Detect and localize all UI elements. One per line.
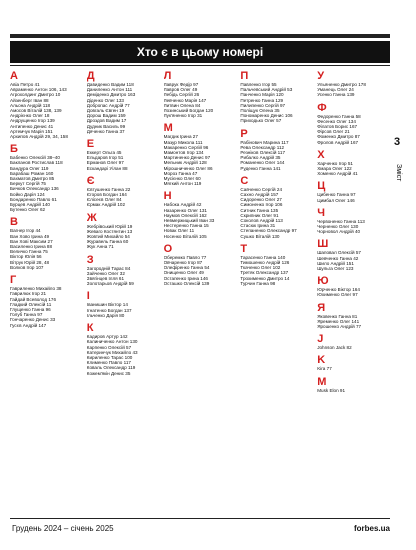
index-entry: Фірсов Олег 21: [317, 129, 350, 135]
letter-section: [317, 70, 390, 98]
index-entry: Савченко Сергій 24: [240, 186, 283, 192]
section-letter: Є: [86, 174, 95, 187]
index-entry: Набока Андрій 42: [163, 202, 202, 208]
index-entry: Пальчевський Андрій 53: [240, 87, 293, 93]
index-entry: Ткаченко Олег 102: [240, 265, 281, 271]
letter-section: [240, 128, 313, 171]
index-entry: Гаврилюк Ігор 21: [10, 291, 47, 297]
index-entry: Авраменко Антон 106, 143: [10, 87, 67, 93]
index-entry: Амосов Віталій 138, 139: [10, 108, 62, 114]
index-entry: Євтушенко Ганна 22: [86, 186, 131, 192]
index-entry: Дудник Василь 99: [86, 123, 126, 129]
index-entry: Харченко Ігор 51: [317, 160, 353, 166]
index-entry: Довгаль Євген 19: [86, 108, 125, 114]
index-entry: Жук Анна 71: [86, 244, 114, 250]
index-entry: Шульга Олег 123: [317, 266, 354, 272]
index-entry: Носенко Віталій 105: [163, 233, 207, 239]
index-entry: Ерманов Олег 97: [86, 160, 124, 166]
letter-section: [87, 290, 160, 318]
index-entry: Карпенко Олексій 57: [86, 344, 132, 350]
index-entry: Загородній Тарас 84: [86, 265, 131, 271]
index-entry: Черненко Олег 130: [317, 224, 359, 230]
section-letter: Н: [163, 190, 172, 203]
page-title: Хто є в цьому номері: [10, 41, 390, 63]
index-entry: Ситник Ганна 135: [240, 207, 279, 213]
index-entry: Шаповал Олексій 57: [317, 250, 361, 256]
index-entry: Катеринчук Михайло 43: [86, 349, 138, 355]
index-entry: Приходько Олег 57: [240, 118, 282, 124]
letter-section: [240, 243, 313, 286]
index-entry: Сушко Віталій 130: [240, 233, 280, 239]
index-entry: Шило Андрій 151: [317, 260, 354, 266]
section-letter: Ф: [317, 101, 327, 114]
index-entry: Вагнер Ігор 44: [10, 228, 41, 234]
index-entry: Пилипенко Сергій 97: [240, 102, 286, 108]
index-entry: Дяченко Ганна 37: [86, 128, 125, 134]
index-entry: Калиниченко Антон 130: [86, 339, 138, 345]
letter-section: [240, 175, 313, 239]
index-entry: Бондаренко Павло 61: [10, 196, 57, 202]
section-letter: Г: [10, 274, 17, 287]
index-entry: Осташко Олексій 139: [163, 280, 210, 286]
section-letter: Ю: [317, 275, 329, 288]
index-entry: Діденко Олег 133: [86, 97, 124, 103]
index-entry: Тимошенко Андрій 126: [240, 260, 290, 266]
index-entry: Лозинський Богдан 120: [163, 108, 214, 114]
index-entry: Дорош Вадим 159: [86, 113, 126, 119]
index-entry: Кожем'якін Денис 35: [86, 370, 131, 376]
index-entry: Мірошниченко Олег 86: [163, 165, 213, 171]
index-entry: Турчин Ганна 98: [240, 280, 276, 286]
index-entry: Зайченко Олег 32: [86, 270, 125, 276]
index-entry: Мартиненко Денис 97: [163, 155, 211, 161]
section-letter: П: [240, 70, 249, 82]
index-entry: Мусієнко Олег 60: [163, 176, 201, 182]
index-entry: Віктор Юлія 56: [10, 254, 42, 260]
index-entry: Єлісеєв Олег 84: [86, 197, 122, 203]
letter-section: [87, 322, 160, 376]
index-entry: Хоменко Андрій 41: [317, 171, 358, 177]
index-column: [240, 70, 313, 514]
section-letter: І: [86, 290, 90, 303]
index-entry: Ельдаров Ігор 51: [86, 155, 124, 161]
index-entry: Бахматов Дмитро 85: [10, 176, 55, 182]
index-entry: Беркут Сергій 75: [10, 181, 46, 187]
index-entry: Невмержицький Іван 33: [163, 218, 215, 224]
index-entry: Хмара Олег 122: [317, 166, 352, 172]
index-entry: Пономаренко Денис 106: [240, 113, 293, 119]
index-entry: Мягкий Антон 119: [163, 181, 202, 187]
index-entry: Жеваго Костянтин 13: [86, 228, 133, 234]
letter-section: [164, 70, 237, 118]
index-entry: Фесенко Олег 134: [317, 118, 356, 124]
index-entry: Скрипник Олег 91: [240, 212, 279, 218]
index-entry: Юрченко Віктор 164: [317, 287, 360, 293]
index-entry: Johnson Jack 82: [317, 345, 352, 351]
index-entry: Бакланов Ростислав 118: [10, 160, 63, 166]
index-entry: Руденко Ганна 141: [240, 165, 281, 171]
index-entry: Деміденко Дмитро 163: [86, 92, 136, 98]
index-entry: Іванишин Віктор 14: [86, 302, 128, 308]
index-entry: Архипов Андрій 29, 34, 158: [10, 134, 68, 140]
letter-section: [240, 70, 313, 124]
section-letter: М: [163, 122, 173, 135]
index-entry: Агрохолдинг Дмитро 10: [10, 92, 61, 98]
index-entry: Резніков Олексій 117: [240, 150, 286, 156]
index-entry: Альона Андрій 118: [10, 102, 51, 108]
index-entry: Золотарьов Андрій 59: [86, 281, 134, 287]
index-column: [87, 70, 160, 514]
index-entry: Новак Олег 11: [163, 228, 195, 234]
index-entry: Ярошенко Андрій 77: [317, 324, 362, 330]
index-entry: Панченко Марія 120: [240, 92, 284, 98]
index-entry: Степаненко Олександр 97: [240, 228, 297, 234]
page-number: 3: [394, 136, 401, 148]
index-entry: Сахно Андрій 157: [240, 192, 279, 198]
index-entry: Уманець Олег 24: [317, 87, 354, 93]
index-entry: Поліщук Олена 35: [240, 108, 280, 114]
index-entry: Волков Ігор 107: [10, 264, 44, 270]
letter-section: [317, 149, 390, 177]
index-entry: Гавриленко Михайло 38: [10, 286, 62, 292]
section-letter: Ц: [317, 180, 326, 193]
index-entry: Третяк Олександр 137: [240, 270, 289, 276]
index-entry: Звягінцев Ілля 61: [86, 276, 125, 282]
letter-section: [164, 122, 237, 186]
index-entry: Єрмак Андрій 102: [86, 202, 126, 208]
section-letter: У: [317, 70, 325, 82]
section-letter: Б: [10, 143, 18, 156]
index-entry: Філатов Борис 167: [317, 124, 358, 130]
letter-section: [317, 376, 390, 393]
section-letter: Р: [240, 127, 248, 140]
index-entry: Глущенко Ганна 96: [10, 306, 51, 312]
letter-section: [317, 180, 390, 202]
section-letter: О: [163, 242, 173, 255]
index-entry: Бабенко Олексій 38–40: [10, 155, 60, 161]
index-entry: Усенко Ганна 139: [317, 92, 355, 98]
index-entry: Гладкий Олексій 11: [10, 301, 52, 307]
index-entry: Наумов Олексій 162: [163, 212, 207, 218]
index-entry: Гусєв Андрій 147: [10, 322, 47, 328]
index-entry: Левченко Марія 147: [163, 97, 207, 103]
section-letter: Л: [163, 70, 172, 82]
index-entry: Яковенко Ганна 81: [317, 313, 358, 319]
letter-section: [317, 302, 390, 330]
footer-divider: [10, 518, 390, 519]
index-entry: Голуб Ганна 97: [10, 312, 43, 318]
index-entry: Кириленко Тарас 100: [86, 354, 133, 360]
index-entry: Кадиров Артур 142: [86, 334, 128, 340]
section-letter: Х: [317, 148, 325, 161]
index-entry: Оберемко Павло 77: [163, 254, 207, 260]
index-entry: Рибалко Андрій 35: [240, 155, 281, 161]
letter-section: [10, 216, 83, 270]
index-entry: Макаренко Сергій 96: [163, 144, 209, 150]
letter-section: [317, 275, 390, 297]
index-entry: Артемчук Марія 151: [10, 128, 53, 134]
index-entry: Лавров Олег 49: [163, 87, 198, 93]
index-entry: Петренко Ганна 129: [240, 97, 284, 103]
letter-section: [87, 175, 160, 208]
letter-section: [87, 70, 160, 134]
index-entry: Назаренко Олег 131: [163, 207, 207, 213]
index-entry: Даниленко Антон 111: [86, 87, 133, 93]
index-entry: Бойко Дарія 124: [10, 191, 45, 197]
index-entry: Тарасенко Ганна 140: [240, 254, 286, 260]
index-entry: Авіа Петро 41: [10, 82, 40, 87]
section-letter: Т: [240, 242, 248, 255]
section-letter: J: [317, 333, 324, 346]
index-entry: Лаврук Федір 97: [163, 82, 199, 87]
index-entry: Коваль Олександр 119: [86, 365, 136, 371]
index-entry: Мазур Микола 111: [163, 139, 203, 145]
title-divider: [10, 65, 390, 66]
index-entry: Фролов Андрій 167: [317, 139, 359, 145]
index-column: [164, 70, 237, 514]
letter-section: [317, 238, 390, 271]
index-entry: Добропас Андрій 77: [86, 102, 130, 108]
index-entry: Литвин Олена 84: [163, 102, 201, 108]
index-entry: Гайдай Всеволод 176: [10, 296, 56, 302]
site-name: forbes.ua: [353, 524, 390, 533]
index-entry: Єгоров Богдан 164: [86, 192, 127, 198]
index-entry: Симоненко Ігор 106: [240, 202, 283, 208]
index-entry: Musk Elon 91: [317, 387, 346, 393]
index-entry: Трохименко Дмитро 14: [240, 275, 290, 281]
index-entry: Мельник Андрій 128: [163, 160, 207, 166]
index-entry: Романенко Олег 144: [240, 160, 285, 166]
index-entry: Клименко Павло 117: [86, 360, 131, 366]
index-column: [10, 70, 83, 514]
index-entry: Еккерт Ольга 45: [86, 150, 122, 156]
index-column: [317, 70, 390, 514]
letter-section: [87, 212, 160, 250]
index-entry: Цимбал Олег 146: [317, 197, 355, 203]
index-entry: Бутенко Олег 62: [10, 207, 46, 213]
index-entry: Бурцев Андрій 140: [10, 202, 50, 208]
index-entry: Червоненко Ганна 113: [317, 218, 365, 224]
index-entry: Фоменко Дмитро 87: [317, 134, 360, 140]
section-letter: Ч: [317, 206, 325, 219]
letter-section: [317, 207, 390, 235]
index-entry: Вітрук Юрій 28, 48: [10, 259, 50, 265]
letter-section: [164, 243, 237, 286]
index-entry: Мороз Ганна 47: [163, 170, 198, 176]
index-entry: Олефіренко Ганна 54: [163, 265, 210, 271]
section-letter: Ж: [86, 211, 97, 224]
letter-section: [10, 70, 83, 139]
index-entry: Шевченко Ганна 42: [317, 255, 359, 261]
index-entry: Стасюк Ірина 31: [240, 223, 276, 229]
letter-section: [164, 190, 237, 238]
section-letter: Д: [86, 70, 95, 82]
index-entry: Чорновол Андрій 40: [317, 229, 361, 235]
index-entry: Барабаш Роман 160: [10, 170, 54, 176]
section-letter: К: [86, 322, 94, 335]
index-entry: Павленко Ігор 55: [240, 82, 277, 87]
index-entry: Ігнатенко Богдан 137: [86, 307, 132, 313]
index-entry: Айзенберг Іван 88: [10, 97, 49, 103]
section-letter: А: [10, 70, 18, 82]
index-entry: Мамонтов Ігор 134: [163, 150, 204, 156]
index-entry: Цибенко Ганна 97: [317, 192, 356, 198]
index-entry: Жебрівський Юрій 19: [86, 223, 133, 229]
letter-section: [10, 274, 83, 328]
letter-section: [87, 138, 160, 171]
index-entry: Рабінович Марина 117: [240, 139, 289, 145]
top-rule: [10, 34, 390, 38]
section-letter: Е: [86, 138, 95, 151]
index-entry: Онищенко Олег 49: [163, 270, 204, 276]
index-entry: Гончаренко Денис 33: [10, 317, 56, 323]
index-entry: Ільченко Дарія 80: [86, 312, 125, 318]
issue-date: Грудень 2024 – січень 2025: [12, 524, 114, 533]
index-entry: Лебідь Сергій 26: [163, 92, 200, 98]
section-letter: M: [317, 375, 327, 388]
section-letter: С: [240, 174, 249, 187]
section-letter: В: [10, 216, 18, 229]
index-columns: [10, 70, 390, 514]
index-entry: Соколов Андрій 113: [240, 218, 283, 224]
index-entry: Василенко Ірина 88: [10, 244, 53, 250]
section-letter: Я: [317, 301, 326, 314]
letter-section: [317, 333, 390, 350]
index-entry: Овчаренко Ігор 87: [163, 260, 203, 266]
letter-section: [10, 143, 83, 212]
index-entry: Андрущенко Ігор 139: [10, 118, 55, 124]
index-entry: Бичков Олександр 136: [10, 186, 59, 192]
section-letter: Ш: [317, 238, 329, 251]
index-entry: Дроздов Вадим 17: [86, 118, 127, 124]
index-entry: Антипенко Денис 41: [10, 123, 54, 129]
index-entry: Ескандарі Уілан 88: [86, 165, 128, 171]
index-entry: Величко Ганна 75: [10, 249, 48, 255]
letter-section: [317, 102, 390, 145]
index-entry: Андрієнко Олег 18: [10, 113, 50, 119]
index-entry: Магдик Ірина 27: [163, 134, 198, 140]
index-entry: Ван Хово Ірина 49: [10, 233, 50, 239]
index-entry: Нестеренко Ганна 15: [163, 223, 209, 229]
section-label: Зміст: [395, 164, 402, 182]
index-entry: Сидоренко Олег 27: [240, 197, 282, 203]
index-entry: Ульяненко Дмитро 178: [317, 82, 366, 87]
index-entry: Жовтий Михайло 54: [86, 234, 130, 240]
index-entry: Бандура Олег 119: [10, 165, 49, 171]
index-entry: Остапенко Ірина 146: [163, 275, 208, 281]
index-entry: Яременко Олег 141: [317, 318, 360, 324]
index-entry: Рева Олександр 112: [240, 144, 285, 150]
index-entry: Kira 77: [317, 366, 332, 372]
letter-section: [87, 254, 160, 287]
index-entry: Давиденко Вадим 118: [86, 82, 134, 87]
index-entry: Лук'яненко Ігор 31: [163, 113, 203, 119]
index-entry: Федоренко Ганна 58: [317, 113, 361, 119]
index-entry: Ван Хові Максим 27: [10, 238, 53, 244]
index-entry: Журавель Ганна 60: [86, 239, 129, 245]
letter-section: [317, 354, 390, 371]
section-letter: K: [317, 354, 326, 367]
index-entry: Юхименко Олег 97: [317, 292, 358, 298]
section-letter: З: [86, 253, 94, 266]
